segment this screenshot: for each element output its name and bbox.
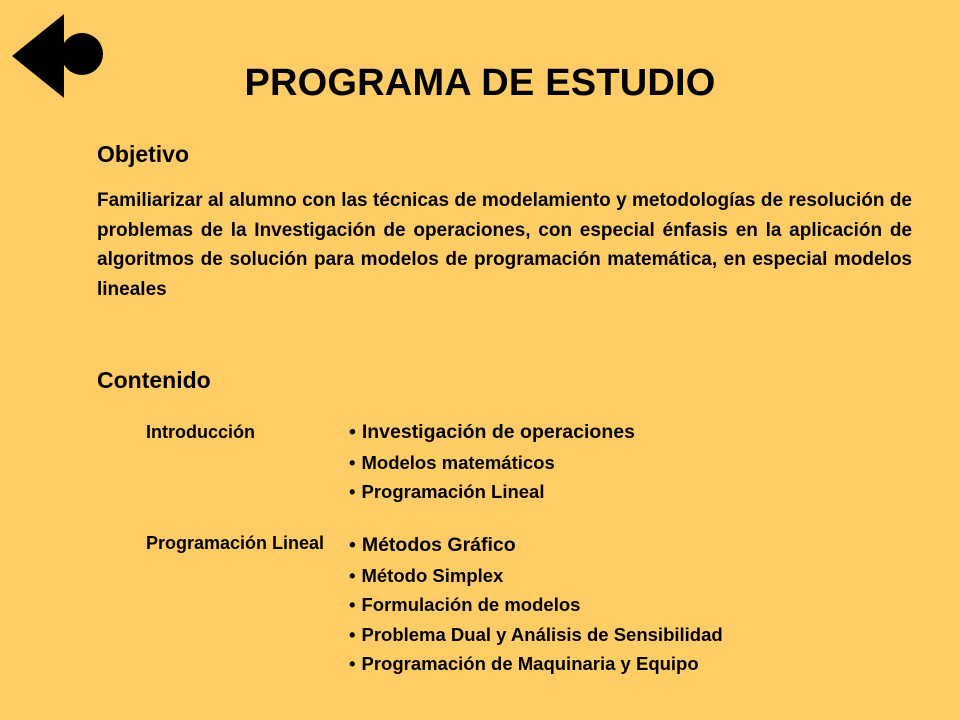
introduccion-topic-list: [349, 418, 635, 507]
list-item: • Programación de Maquinaria y Equipo: [349, 649, 723, 679]
content-heading: Contenido: [97, 367, 211, 393]
list-item: • Investigación de operaciones: [349, 418, 635, 448]
objective-text: Familiarizar al alumno con las técnicas de modelamiento y metodologías de resolución de problemas de la Investigación de operaciones, con especial énfasis en la aplicación de algoritmos de solución para modelos de programación matemática, en especial modelos lineales: [97, 190, 912, 300]
list-item: • Métodos Gráfico: [349, 531, 723, 561]
page-title: PROGRAMA DE ESTUDIO: [244, 62, 716, 104]
section-label-programacion-lineal: Programación Lineal: [146, 533, 325, 553]
list-item: • Modelos matemáticos: [349, 448, 635, 478]
objective-heading: Objetivo: [97, 141, 190, 167]
list-item: • Programación Lineal: [349, 477, 635, 507]
section-label-introduccion: Introducción: [146, 422, 255, 442]
list-item: • Formulación de modelos: [349, 590, 723, 620]
list-item: • Método Simplex: [349, 561, 723, 591]
list-item: • Problema Dual y Análisis de Sensibilidad: [349, 620, 723, 650]
programacion-lineal-topic-list: [349, 531, 723, 679]
